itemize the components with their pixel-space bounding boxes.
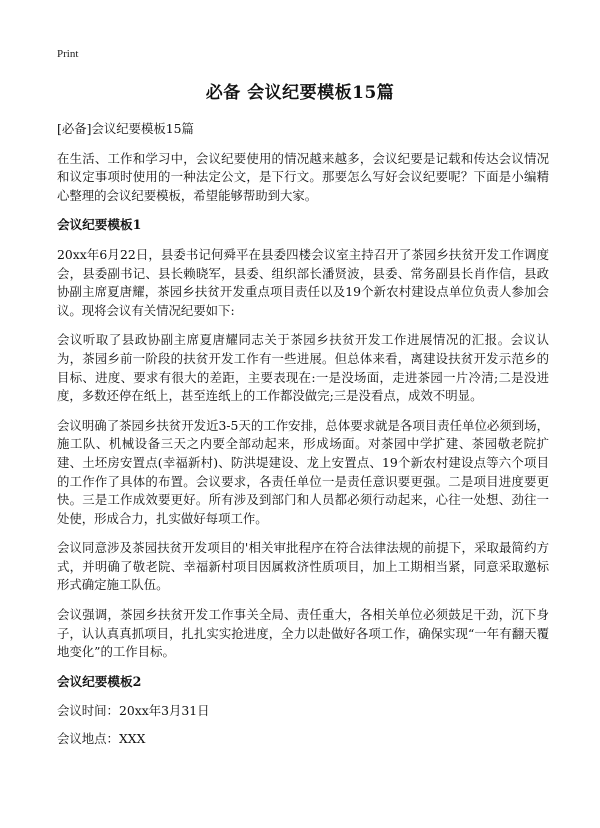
section1-paragraph-1: 20xx年6月22日，县委书记何舜平在县委四楼会议室主持召开了茶园乡扶贫开发工作调度会，县委副书记、县长赖晓军，县委、组织部长潘贤波，县委、常务副县长肖作信，县政协副主席夏唐耀，茶园乡扶贫开发重点项目责任以及19个新农村建设点单位负责人参加会议。现将会议有关情况纪要如下: bbox=[57, 246, 549, 318]
meeting-place: 会议地点：XXX bbox=[57, 731, 146, 747]
section-heading-2: 会议纪要模板2 bbox=[57, 673, 142, 689]
section1-paragraph-5: 会议强调，茶园乡扶贫开发工作事关全局、责任重大，各相关单位必须鼓足干劲，沉下身子，认认真真抓项目，扎扎实实抢进度，全力以赴做好各项工作，确保实现“一年有翻天覆地变化”的工作目标。 bbox=[57, 607, 549, 660]
section1-paragraph-2: 会议听取了县政协副主席夏唐耀同志关于茶园乡扶贫开发工作进展情况的汇报。会议认为，茶园乡前一阶段的扶贫开发工作有一些进展。但总体来看，离建设扶贫开发示范乡的目标、进度、要求有很大的差距，主要表现在:一是没场面，走进茶园一片冷清;二是没进度，多数还停在纸上，甚至连纸上的工作都没做完;三是没看点，成效不明显。 bbox=[57, 332, 549, 404]
print-link[interactable]: Print bbox=[57, 48, 79, 60]
page-title: 必备 会议纪要模板15篇 bbox=[205, 83, 395, 103]
intro-paragraph: 在生活、工作和学习中，会议纪要使用的情况越来越多，会议纪要是记载和传达会议情况和议定事项时使用的一种法定公文，是下行文。那要怎么写好会议纪要呢？下面是小编精心整理的会议纪要模板，希望能够帮助到大家。 bbox=[57, 150, 549, 203]
meeting-time: 会议时间：20xx年3月31日 bbox=[57, 703, 210, 719]
document-body bbox=[57, 120, 549, 758]
document-subtitle: [必备]会议纪要模板15篇 bbox=[57, 121, 194, 136]
section-heading-1: 会议纪要模板1 bbox=[57, 217, 142, 233]
section1-paragraph-4: 会议同意涉及茶园扶贫开发项目的'相关审批程序在符合法律法规的前提下，采取最简约方式，并明确了敬老院、幸福新村项目因属救济性质项目，加上工期相当紧，同意采取邀标形式确定施工队伍。 bbox=[57, 540, 549, 593]
section1-paragraph-3: 会议明确了茶园乡扶贫开发近3-5天的工作安排，总体要求就是各项目责任单位必须到场，施工队、机械设备三天之内要全部动起来，形成场面。对茶园中学扩建、茶园敬老院扩建、土坯房安置点(幸福新村)、防洪堤建设、龙上安置点、19个新农村建设点等六个项目的工作作了具体的布置。会议要求，各责任单位一是责任意识要更强。二是项目进度要更快。三是工作成效要更好。所有涉及到部门和人员都必须行动起来，心往一处想、劲往一处使，形成合力，扎实做好每项工作。 bbox=[57, 417, 549, 526]
